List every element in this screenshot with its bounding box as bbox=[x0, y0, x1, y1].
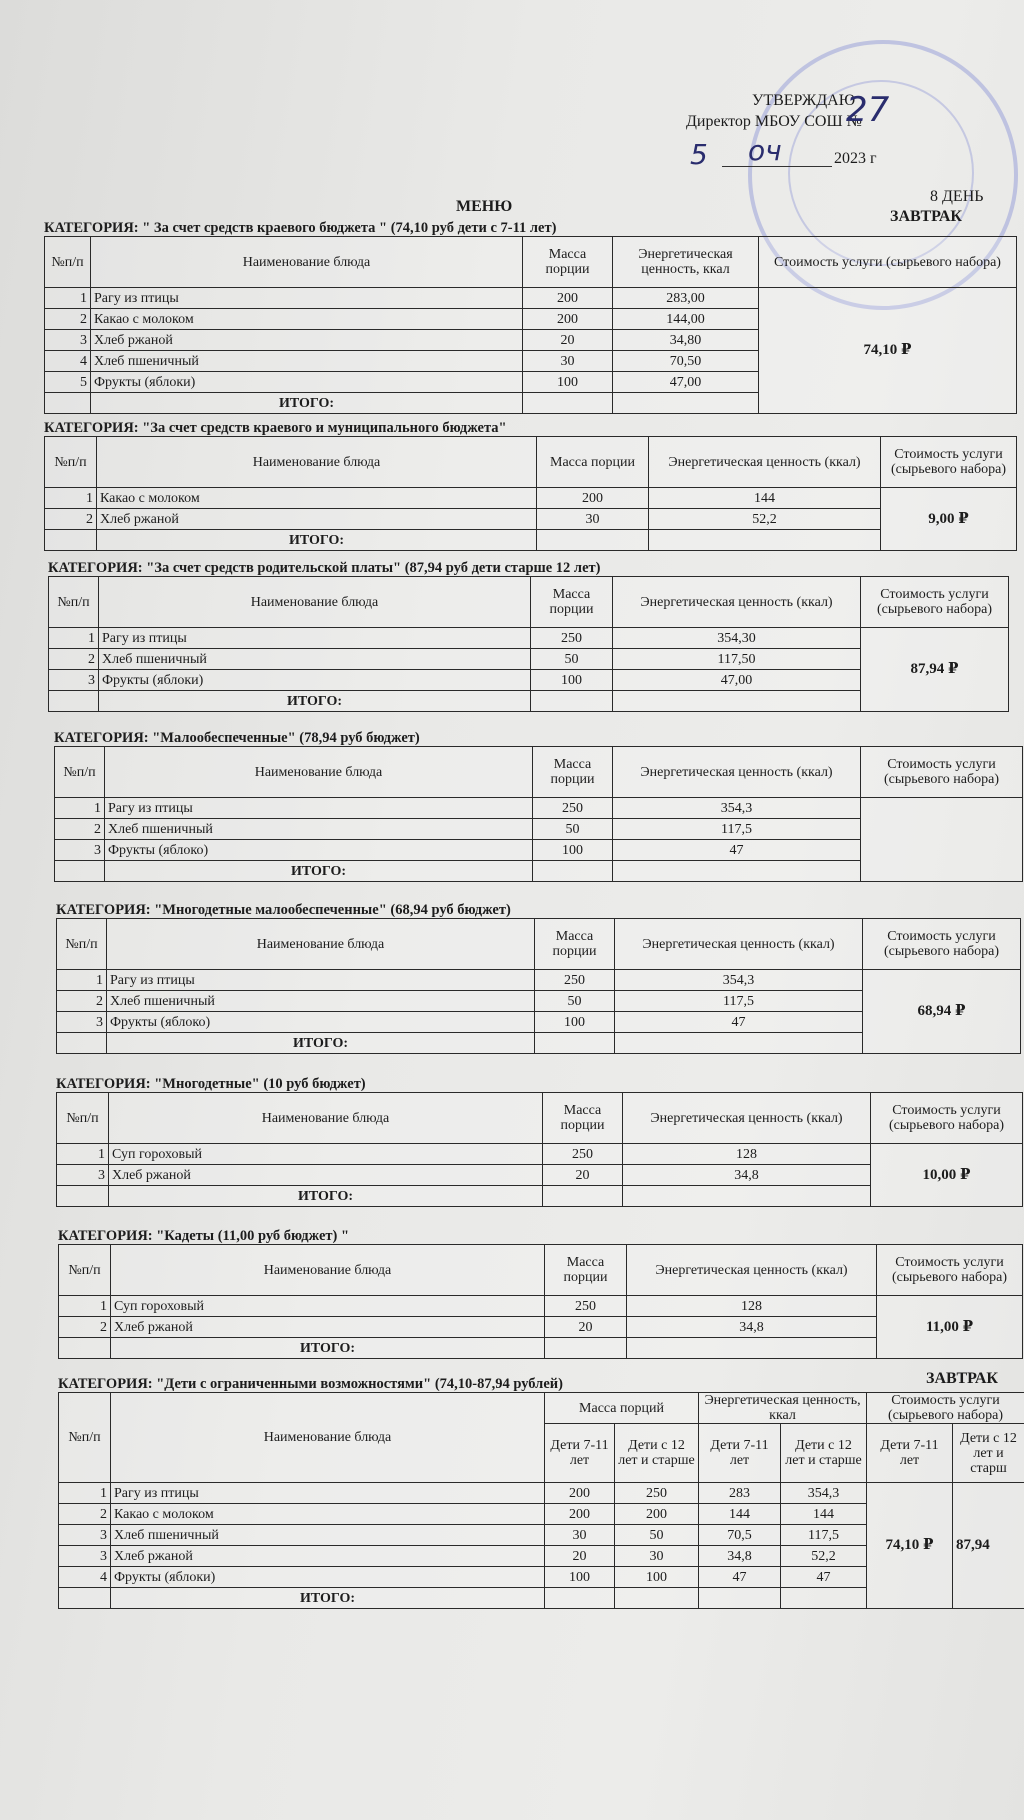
row-num: 1 bbox=[45, 288, 91, 309]
col-name: Наименование блюда bbox=[91, 237, 523, 288]
dish-energy-7-11: 47 bbox=[699, 1567, 781, 1588]
dish-name: Рагу из птицы bbox=[91, 288, 523, 309]
dish-mass-12: 250 bbox=[615, 1483, 699, 1504]
dish-mass: 100 bbox=[523, 372, 613, 393]
dish-mass: 30 bbox=[537, 509, 649, 530]
date-month-handwritten: оч bbox=[748, 134, 782, 167]
category-title: КАТЕГОРИЯ: "Кадеты (11,00 руб бюджет) " bbox=[58, 1228, 350, 1244]
total-label: ИТОГО: bbox=[99, 691, 531, 712]
category-title: КАТЕГОРИЯ: "Многодетные малообеспеченные" (68,94 руб бюджет) bbox=[56, 902, 511, 918]
dish-name: Фрукты (яблоки) bbox=[91, 372, 523, 393]
total-label: ИТОГО: bbox=[91, 393, 523, 414]
dish-name: Хлеб ржаной bbox=[111, 1546, 545, 1567]
col-energy: Энергетическая ценность (ккал) bbox=[627, 1245, 877, 1296]
col-energy: Энергетическая ценность (ккал) bbox=[615, 919, 863, 970]
dish-energy: 354,30 bbox=[613, 628, 861, 649]
dish-mass: 20 bbox=[523, 330, 613, 351]
dish-name: Какао с молоком bbox=[91, 309, 523, 330]
col-mass-7-11: Дети 7-11 лет bbox=[545, 1424, 615, 1483]
service-cost-7-11: 74,10 ₽ bbox=[867, 1483, 953, 1609]
table-header-row bbox=[57, 1093, 1023, 1144]
row-num: 1 bbox=[49, 628, 99, 649]
dish-mass-12: 50 bbox=[615, 1525, 699, 1546]
dish-energy-7-11: 34,8 bbox=[699, 1546, 781, 1567]
row-num: 3 bbox=[59, 1546, 111, 1567]
menu-title: МЕНЮ bbox=[456, 198, 513, 215]
dish-energy: 34,8 bbox=[627, 1317, 877, 1338]
total-label: ИТОГО: bbox=[97, 530, 537, 551]
dish-energy: 34,80 bbox=[613, 330, 759, 351]
dish-name: Фрукты (яблоко) bbox=[105, 840, 533, 861]
dish-mass: 100 bbox=[533, 840, 613, 861]
category-title: КАТЕГОРИЯ: "Дети с ограниченными возможностями" (74,10-87,94 рублей) bbox=[58, 1376, 563, 1392]
menu-table-2 bbox=[44, 436, 1017, 551]
dish-mass: 20 bbox=[545, 1317, 627, 1338]
row-num: 5 bbox=[45, 372, 91, 393]
dish-name: Рагу из птицы bbox=[111, 1483, 545, 1504]
menu-table-8 bbox=[58, 1392, 1024, 1609]
menu-table-3 bbox=[48, 576, 1009, 712]
total-label: ИТОГО: bbox=[109, 1186, 543, 1207]
dish-name: Хлеб пшеничный bbox=[91, 351, 523, 372]
dish-mass: 250 bbox=[535, 970, 615, 991]
dish-energy: 52,2 bbox=[649, 509, 881, 530]
row-num: 3 bbox=[57, 1165, 109, 1186]
dish-energy: 47,00 bbox=[613, 670, 861, 691]
table-header-row bbox=[59, 1393, 1024, 1424]
col-mass-12: Дети с 12 лет и старше bbox=[615, 1424, 699, 1483]
category-title: КАТЕГОРИЯ: " За счет средств краевого бюджета " (74,10 руб дети с 7-11 лет) bbox=[44, 220, 557, 236]
row-num: 2 bbox=[55, 819, 105, 840]
col-energy-12: Дети с 12 лет и старше bbox=[781, 1424, 867, 1483]
dish-name: Хлеб пшеничный bbox=[99, 649, 531, 670]
col-mass: Масса порций bbox=[545, 1393, 699, 1424]
service-cost-12: 87,94 bbox=[953, 1483, 1024, 1609]
table-row bbox=[49, 628, 1009, 649]
dish-energy-12: 47 bbox=[781, 1567, 867, 1588]
row-num: 1 bbox=[59, 1483, 111, 1504]
dish-energy: 70,50 bbox=[613, 351, 759, 372]
service-cost: 9,00 ₽ bbox=[881, 488, 1017, 551]
col-mass: Масса порции bbox=[537, 437, 649, 488]
row-num: 1 bbox=[45, 488, 97, 509]
dish-name: Хлеб ржаной bbox=[91, 330, 523, 351]
row-num: 3 bbox=[59, 1525, 111, 1546]
service-cost: 10,00 ₽ bbox=[871, 1144, 1023, 1207]
total-label: ИТОГО: bbox=[105, 861, 533, 882]
category-title: КАТЕГОРИЯ: "За счет средств родительской платы" (87,94 руб дети старше 12 лет) bbox=[48, 560, 601, 576]
col-energy-7-11: Дети 7-11 лет bbox=[699, 1424, 781, 1483]
dish-mass: 250 bbox=[545, 1296, 627, 1317]
col-cost: Стоимость услуги (сырьевого набора) bbox=[861, 577, 1009, 628]
col-mass: Масса порции bbox=[523, 237, 613, 288]
col-name: Наименование блюда bbox=[99, 577, 531, 628]
date-year: 2023 г bbox=[834, 150, 877, 167]
col-cost: Стоимость услуги (сырьевого набора) bbox=[863, 919, 1021, 970]
row-num: 1 bbox=[57, 1144, 109, 1165]
dish-energy-12: 144 bbox=[781, 1504, 867, 1525]
dish-name: Хлеб ржаной bbox=[97, 509, 537, 530]
category-title: КАТЕГОРИЯ: "Малообеспеченные" (78,94 руб бюджет) bbox=[54, 730, 420, 746]
col-cost: Стоимость услуги (сырьевого набора) bbox=[881, 437, 1017, 488]
service-cost: 11,00 ₽ bbox=[877, 1296, 1023, 1359]
dish-mass: 250 bbox=[531, 628, 613, 649]
row-num: 2 bbox=[59, 1504, 111, 1525]
col-mass: Масса порции bbox=[545, 1245, 627, 1296]
table-row bbox=[57, 1144, 1023, 1165]
col-num: №п/п bbox=[57, 1093, 109, 1144]
total-row bbox=[45, 530, 1017, 551]
total-label: ИТОГО: bbox=[107, 1033, 535, 1054]
row-num: 2 bbox=[57, 991, 107, 1012]
total-label: ИТОГО: bbox=[111, 1338, 545, 1359]
category-title: КАТЕГОРИЯ: "За счет средств краевого и муниципального бюджета" bbox=[44, 420, 507, 436]
dish-mass-7-11: 200 bbox=[545, 1504, 615, 1525]
dish-mass: 200 bbox=[523, 309, 613, 330]
col-cost: Стоимость услуги (сырьевого набора) bbox=[867, 1393, 1024, 1424]
row-num: 3 bbox=[45, 330, 91, 351]
total-label: ИТОГО: bbox=[111, 1588, 545, 1609]
menu-table-7 bbox=[58, 1244, 1023, 1359]
col-cost: Стоимость услуги (сырьевого набора) bbox=[877, 1245, 1023, 1296]
col-mass: Масса порции bbox=[533, 747, 613, 798]
row-num: 2 bbox=[45, 509, 97, 530]
col-cost-12: Дети с 12 лет и старш bbox=[953, 1424, 1024, 1483]
dish-name: Какао с молоком bbox=[111, 1504, 545, 1525]
col-mass: Масса порции bbox=[531, 577, 613, 628]
dish-mass: 50 bbox=[531, 649, 613, 670]
col-name: Наименование блюда bbox=[97, 437, 537, 488]
dish-energy: 354,3 bbox=[615, 970, 863, 991]
dish-energy: 144,00 bbox=[613, 309, 759, 330]
dish-mass: 250 bbox=[533, 798, 613, 819]
col-num: №п/п bbox=[49, 577, 99, 628]
dish-energy-12: 354,3 bbox=[781, 1483, 867, 1504]
menu-table-5 bbox=[56, 918, 1021, 1054]
dish-name: Какао с молоком bbox=[97, 488, 537, 509]
col-name: Наименование блюда bbox=[111, 1393, 545, 1483]
col-cost: Стоимость услуги (сырьевого набора) bbox=[861, 747, 1023, 798]
row-num: 3 bbox=[55, 840, 105, 861]
row-num: 2 bbox=[49, 649, 99, 670]
col-num: №п/п bbox=[45, 437, 97, 488]
col-energy: Энергетическая ценность (ккал) bbox=[613, 747, 861, 798]
row-num: 2 bbox=[59, 1317, 111, 1338]
day-label: 8 ДЕНЬ bbox=[930, 188, 984, 205]
director-line: Директор МБОУ СОШ № bbox=[686, 113, 862, 130]
dish-energy: 47 bbox=[613, 840, 861, 861]
row-num: 1 bbox=[59, 1296, 111, 1317]
row-num: 4 bbox=[45, 351, 91, 372]
table-header-row bbox=[45, 237, 1017, 288]
dish-mass: 100 bbox=[531, 670, 613, 691]
table-row bbox=[45, 488, 1017, 509]
dish-mass-12: 200 bbox=[615, 1504, 699, 1525]
col-name: Наименование блюда bbox=[107, 919, 535, 970]
table-header-row bbox=[45, 437, 1017, 488]
menu-table-4 bbox=[54, 746, 1023, 882]
dish-name: Хлеб пшеничный bbox=[107, 991, 535, 1012]
dish-mass: 50 bbox=[535, 991, 615, 1012]
dish-mass-7-11: 200 bbox=[545, 1483, 615, 1504]
dish-name: Суп гороховый bbox=[109, 1144, 543, 1165]
approval-heading: УТВЕРЖДАЮ bbox=[752, 92, 856, 109]
col-mass: Масса порции bbox=[535, 919, 615, 970]
service-cost: 74,10 ₽ bbox=[759, 288, 1017, 414]
dish-name: Хлеб пшеничный bbox=[111, 1525, 545, 1546]
school-number-handwritten: 27 bbox=[846, 90, 890, 130]
col-cost-7-11: Дети 7-11 лет bbox=[867, 1424, 953, 1483]
dish-name: Рагу из птицы bbox=[107, 970, 535, 991]
col-energy: Энергетическая ценность, ккал bbox=[613, 237, 759, 288]
dish-energy: 117,50 bbox=[613, 649, 861, 670]
dish-mass: 50 bbox=[533, 819, 613, 840]
row-num: 3 bbox=[49, 670, 99, 691]
dish-energy: 128 bbox=[623, 1144, 871, 1165]
col-mass: Масса порции bbox=[543, 1093, 623, 1144]
dish-mass: 250 bbox=[543, 1144, 623, 1165]
dish-name: Суп гороховый bbox=[111, 1296, 545, 1317]
dish-energy-12: 52,2 bbox=[781, 1546, 867, 1567]
service-cost: 68,94 ₽ bbox=[863, 970, 1021, 1054]
col-num: №п/п bbox=[55, 747, 105, 798]
table-row bbox=[45, 509, 1017, 530]
menu-table-6 bbox=[56, 1092, 1023, 1207]
dish-energy: 47 bbox=[615, 1012, 863, 1033]
dish-mass-12: 30 bbox=[615, 1546, 699, 1567]
col-num: №п/п bbox=[45, 237, 91, 288]
table-header-row bbox=[57, 919, 1021, 970]
dish-mass: 30 bbox=[523, 351, 613, 372]
table-row bbox=[57, 970, 1021, 991]
dish-name: Рагу из птицы bbox=[105, 798, 533, 819]
dish-name: Хлеб пшеничный bbox=[105, 819, 533, 840]
dish-mass: 200 bbox=[523, 288, 613, 309]
dish-energy-7-11: 144 bbox=[699, 1504, 781, 1525]
dish-energy: 283,00 bbox=[613, 288, 759, 309]
dish-name: Хлеб ржаной bbox=[109, 1165, 543, 1186]
dish-name: Хлеб ржаной bbox=[111, 1317, 545, 1338]
dish-energy-7-11: 70,5 bbox=[699, 1525, 781, 1546]
col-num: №п/п bbox=[59, 1393, 111, 1483]
dish-energy: 117,5 bbox=[615, 991, 863, 1012]
category-title: КАТЕГОРИЯ: "Многодетные" (10 руб бюджет) bbox=[56, 1076, 366, 1092]
col-energy: Энергетическая ценность, ккал bbox=[699, 1393, 867, 1424]
date-underline bbox=[722, 166, 832, 167]
row-num: 2 bbox=[45, 309, 91, 330]
service-cost bbox=[861, 798, 1023, 882]
dish-energy: 117,5 bbox=[613, 819, 861, 840]
meal-label: ЗАВТРАК bbox=[926, 1370, 999, 1387]
col-energy: Энергетическая ценность (ккал) bbox=[613, 577, 861, 628]
dish-energy: 354,3 bbox=[613, 798, 861, 819]
dish-name: Рагу из птицы bbox=[99, 628, 531, 649]
dish-mass: 200 bbox=[537, 488, 649, 509]
col-num: №п/п bbox=[59, 1245, 111, 1296]
date-day-handwritten: 5 bbox=[690, 138, 708, 171]
table-row bbox=[59, 1483, 1024, 1504]
dish-mass-7-11: 30 bbox=[545, 1525, 615, 1546]
row-num: 3 bbox=[57, 1012, 107, 1033]
col-cost: Стоимость услуги (сырьевого набора) bbox=[871, 1093, 1023, 1144]
service-cost: 87,94 ₽ bbox=[861, 628, 1009, 712]
col-cost: Стоимость услуги (сырьевого набора) bbox=[759, 237, 1017, 288]
row-num: 1 bbox=[55, 798, 105, 819]
dish-energy: 47,00 bbox=[613, 372, 759, 393]
col-name: Наименование блюда bbox=[105, 747, 533, 798]
col-energy: Энергетическая ценность (ккал) bbox=[623, 1093, 871, 1144]
dish-energy-7-11: 283 bbox=[699, 1483, 781, 1504]
meal-label: ЗАВТРАК bbox=[890, 208, 963, 225]
dish-mass-12: 100 bbox=[615, 1567, 699, 1588]
table-row bbox=[45, 288, 1017, 309]
menu-table-1 bbox=[44, 236, 1017, 414]
dish-name: Фрукты (яблоки) bbox=[111, 1567, 545, 1588]
dish-mass: 20 bbox=[543, 1165, 623, 1186]
table-header-row bbox=[55, 747, 1023, 798]
dish-mass-7-11: 20 bbox=[545, 1546, 615, 1567]
col-energy: Энергетическая ценность (ккал) bbox=[649, 437, 881, 488]
col-name: Наименование блюда bbox=[109, 1093, 543, 1144]
dish-energy-12: 117,5 bbox=[781, 1525, 867, 1546]
dish-mass-7-11: 100 bbox=[545, 1567, 615, 1588]
table-header-row bbox=[59, 1245, 1023, 1296]
table-row bbox=[55, 798, 1023, 819]
dish-energy: 34,8 bbox=[623, 1165, 871, 1186]
dish-mass: 100 bbox=[535, 1012, 615, 1033]
col-name: Наименование блюда bbox=[111, 1245, 545, 1296]
dish-name: Фрукты (яблоки) bbox=[99, 670, 531, 691]
dish-name: Фрукты (яблоко) bbox=[107, 1012, 535, 1033]
table-header-row bbox=[49, 577, 1009, 628]
dish-energy: 144 bbox=[649, 488, 881, 509]
table-row bbox=[59, 1296, 1023, 1317]
dish-energy: 128 bbox=[627, 1296, 877, 1317]
row-num: 1 bbox=[57, 970, 107, 991]
row-num: 4 bbox=[59, 1567, 111, 1588]
col-num: №п/п bbox=[57, 919, 107, 970]
